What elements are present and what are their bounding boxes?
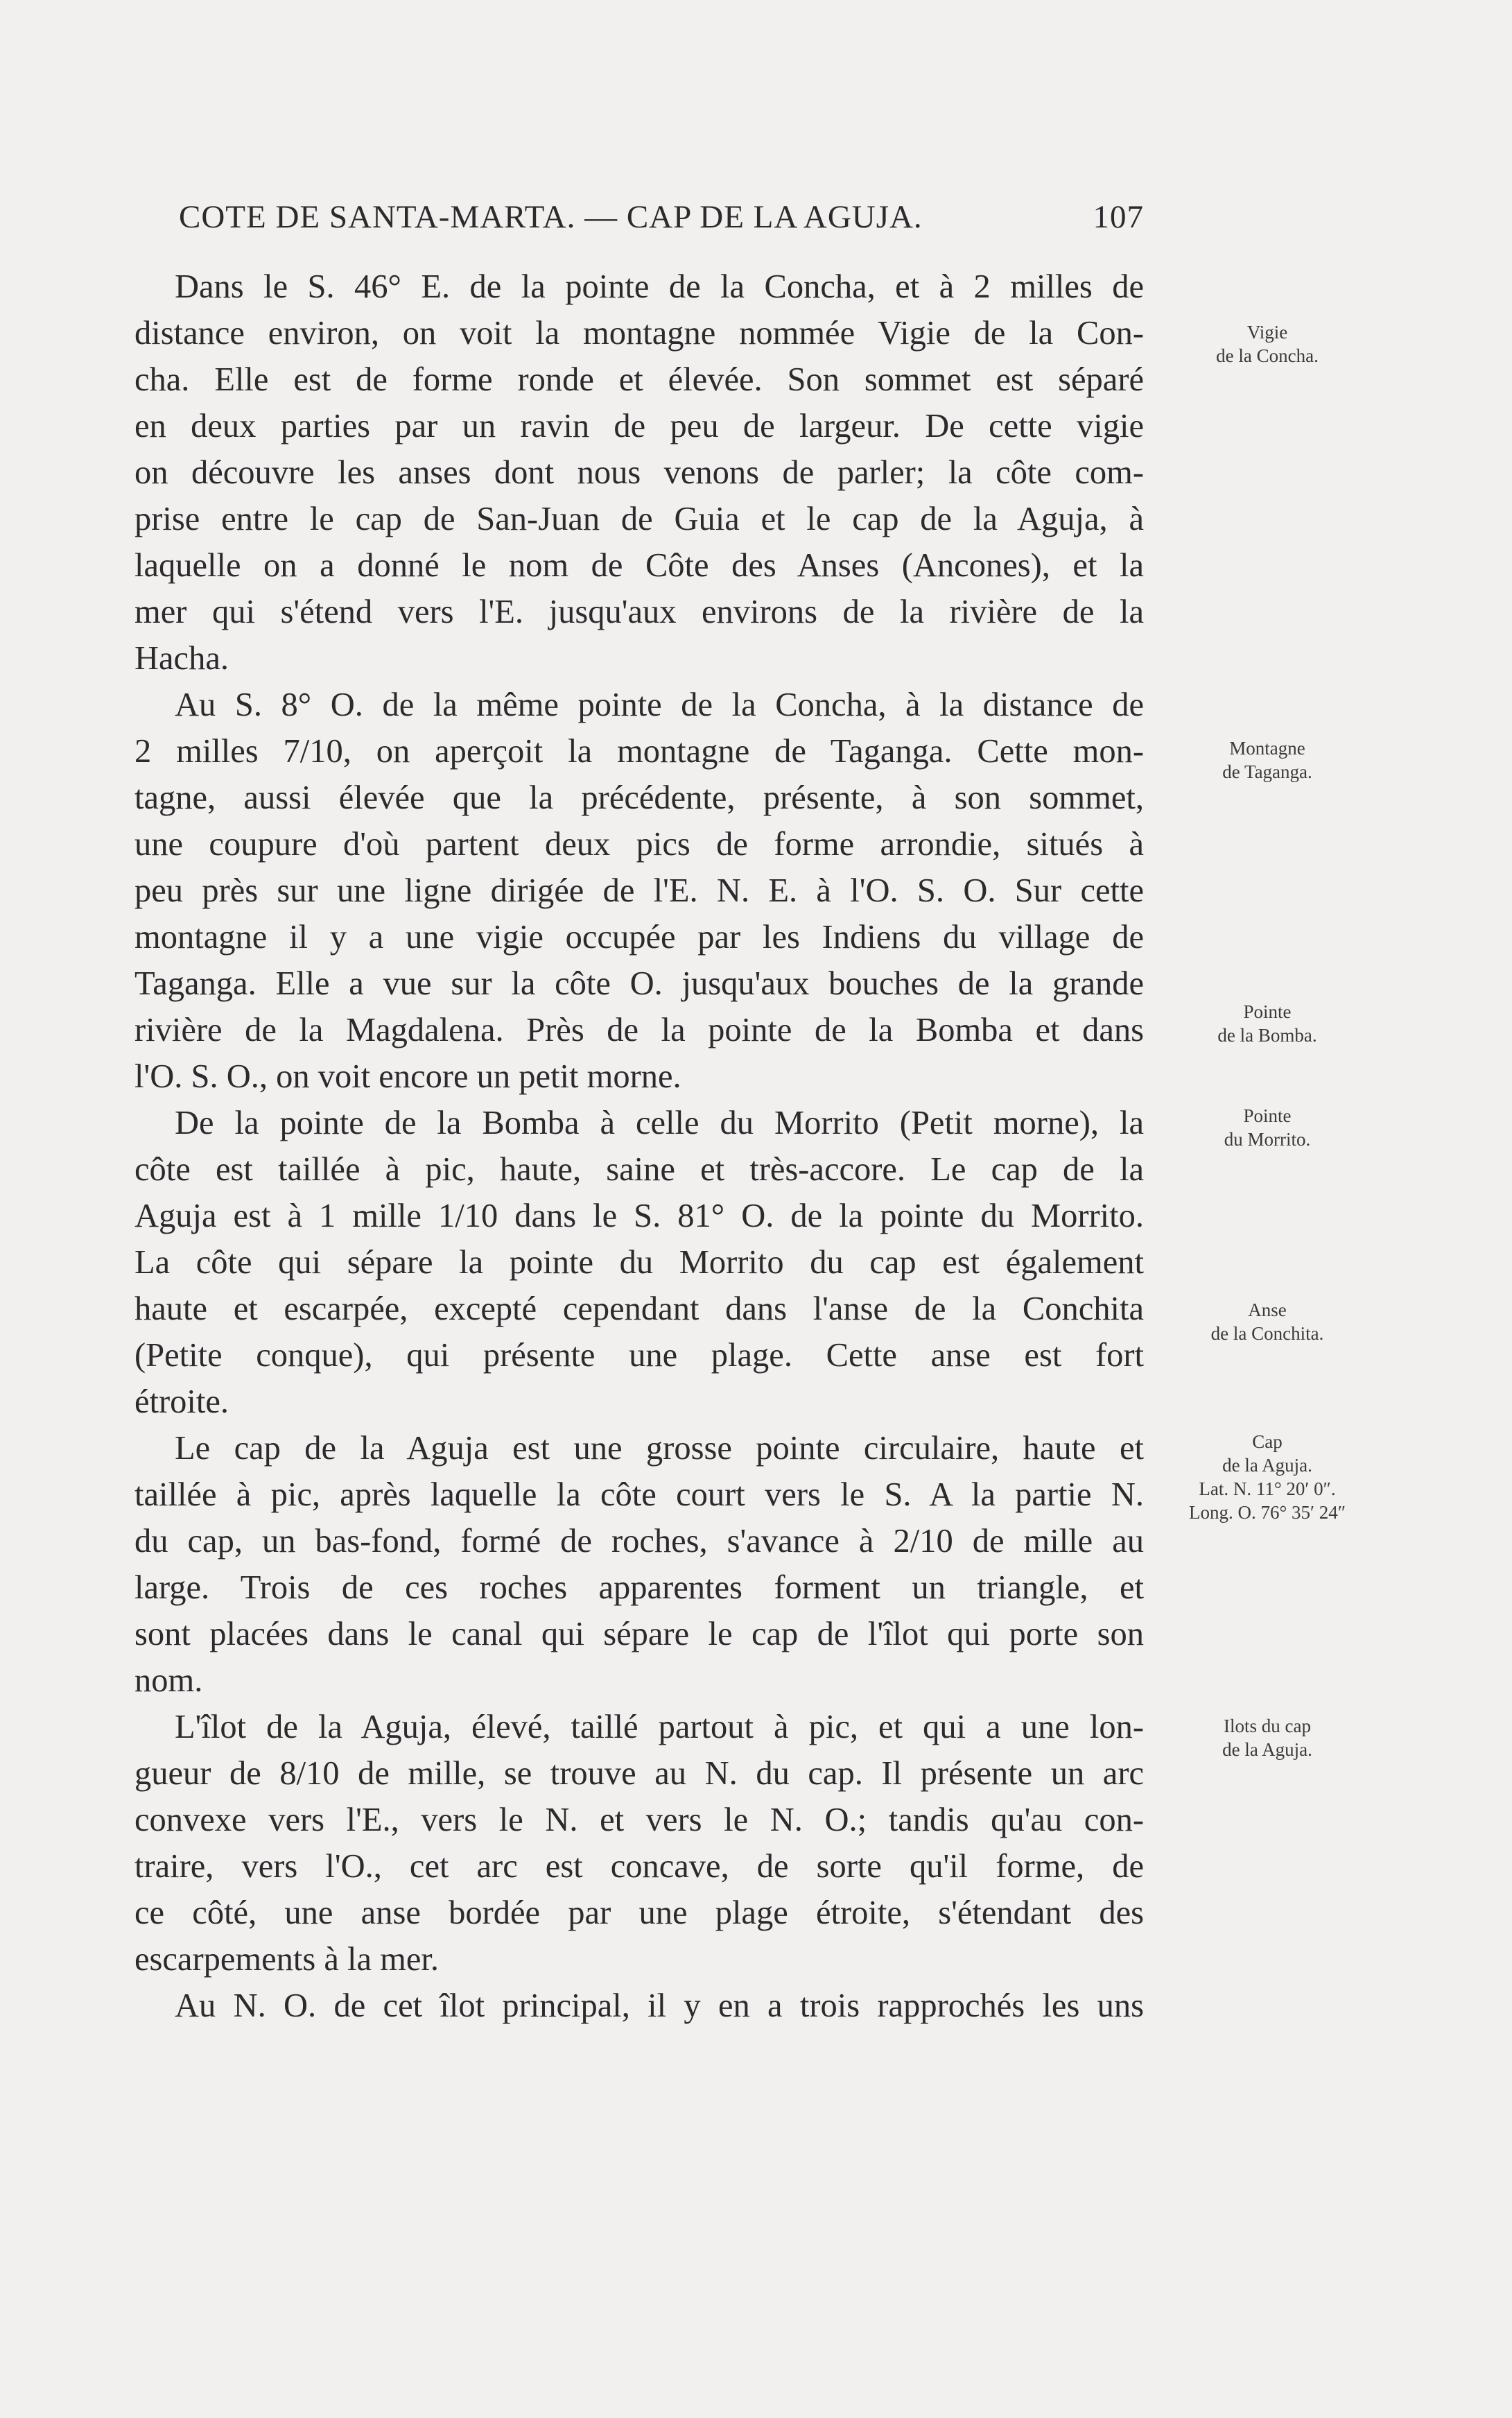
margin-note-line: de la Bomba. <box>1217 1025 1317 1046</box>
text-line: côte est taillée à pic, haute, saine et très-accore. Le cap de la <box>134 1151 1144 1188</box>
text-line: Au N. O. de cet îlot principal, il y en a trois rapprochés les uns <box>175 1987 1144 2024</box>
margin-note-line: Anse <box>1248 1299 1287 1320</box>
text-line: Le cap de la Aguja est une grosse pointe circulaire, haute et <box>175 1430 1144 1467</box>
text-line: tagne, aussi élevée que la précédente, présente, à son sommet, <box>134 779 1144 816</box>
text-line: gueur de 8/10 de mille, se trouve au N. du cap. Il présente un arc <box>134 1755 1144 1792</box>
margin-note-taganga <box>1163 736 1371 784</box>
margin-note-line: Pointe <box>1243 1105 1292 1126</box>
page-header <box>179 198 1144 247</box>
text-line: cha. Elle est de forme ronde et élevée. Son sommet est séparé <box>134 361 1144 398</box>
margin-note-line: Vigie <box>1246 322 1288 343</box>
margin-note-line: de la Aguja. <box>1222 1455 1312 1476</box>
margin-note-bomba <box>1163 1000 1371 1047</box>
page-number: 107 <box>1093 199 1144 235</box>
margin-note-line: Ilots du cap <box>1224 1716 1311 1736</box>
text-line: rivière de la Magdalena. Près de la pointe de la Bomba et dans <box>134 1012 1144 1048</box>
text-line: taillée à pic, après laquelle la côte court vers le S. A la partie N. <box>134 1476 1144 1513</box>
text-line: prise entre le cap de San-Juan de Guia et le cap de la Aguja, à <box>134 501 1144 537</box>
text-line: nom. <box>134 1662 203 1699</box>
margin-note-longitude: Long. O. 76° 35′ 24″ <box>1189 1502 1346 1523</box>
text-line: on découvre les anses dont nous venons de parler; la côte com- <box>134 454 1144 491</box>
margin-note-morrito <box>1163 1104 1371 1151</box>
text-line: convexe vers l'E., vers le N. et vers le N. O.; tandis qu'au con- <box>134 1802 1144 1838</box>
text-line: L'îlot de la Aguja, élevé, taillé partout à pic, et qui a une lon- <box>175 1709 1144 1745</box>
margin-note-vigie <box>1163 320 1371 368</box>
body-text <box>134 264 1144 2029</box>
margin-note-line: du Morrito. <box>1224 1129 1311 1150</box>
text-line: peu près sur une ligne dirigée de l'E. N. E. à l'O. S. O. Sur cette <box>134 872 1144 909</box>
margin-note-line: de la Aguja. <box>1222 1739 1312 1760</box>
text-line: escarpements à la mer. <box>134 1941 439 1978</box>
running-title: COTE DE SANTA-MARTA. — CAP DE LA AGUJA. <box>179 199 923 235</box>
margin-note-ilots <box>1163 1714 1371 1761</box>
margin-note-cap-aguja <box>1163 1430 1371 1524</box>
text-line: large. Trois de ces roches apparentes forment un triangle, et <box>134 1569 1144 1606</box>
text-line: Hacha. <box>134 640 229 677</box>
text-line: ce côté, une anse bordée par une plage étroite, s'étendant des <box>134 1894 1144 1931</box>
text-line: étroite. <box>134 1383 229 1420</box>
text-line: Taganga. Elle a vue sur la côte O. jusqu'aux bouches de la grande <box>134 965 1144 1002</box>
text-line: distance environ, on voit la montagne nommée Vigie de la Con- <box>134 315 1144 352</box>
text-line: Aguja est à 1 mille 1/10 dans le S. 81° O. de la pointe du Morrito. <box>134 1198 1144 1234</box>
text-line: 2 milles 7/10, on aperçoit la montagne de Taganga. Cette mon- <box>134 733 1144 770</box>
text-line: du cap, un bas-fond, formé de roches, s'avance à 2/10 de mille au <box>134 1523 1144 1560</box>
text-line: laquelle on a donné le nom de Côte des Anses (Ancones), et la <box>134 547 1144 584</box>
text-line: La côte qui sépare la pointe du Morrito du cap est également <box>134 1244 1144 1281</box>
text-line: De la pointe de la Bomba à celle du Morrito (Petit morne), la <box>175 1105 1144 1141</box>
text-line: Au S. 8° O. de la même pointe de la Concha, à la distance de <box>175 686 1144 723</box>
text-line: sont placées dans le canal qui sépare le cap de l'îlot qui porte son <box>134 1616 1144 1652</box>
margin-note-latitude: Lat. N. 11° 20′ 0″. <box>1199 1478 1336 1499</box>
text-line: mer qui s'étend vers l'E. jusqu'aux environs de la rivière de la <box>134 594 1144 630</box>
margin-note-line: de la Conchita. <box>1210 1323 1324 1344</box>
text-line: une coupure d'où partent deux pics de forme arrondie, situés à <box>134 826 1144 863</box>
text-line: traire, vers l'O., cet arc est concave, de sorte qu'il forme, de <box>134 1848 1144 1885</box>
margin-note-line: Pointe <box>1243 1001 1292 1022</box>
margin-note-line: de la Concha. <box>1216 345 1319 366</box>
margin-note-conchita <box>1163 1298 1371 1345</box>
text-line: montagne il y a une vigie occupée par les Indiens du village de <box>134 919 1144 956</box>
text-line: l'O. S. O., on voit encore un petit morne. <box>134 1058 681 1095</box>
text-line: Dans le S. 46° E. de la pointe de la Concha, et à 2 milles de <box>175 268 1144 305</box>
margin-note-line: Cap <box>1252 1431 1283 1452</box>
text-line: en deux parties par un ravin de peu de largeur. De cette vigie <box>134 408 1144 444</box>
text-line: haute et escarpée, excepté cependant dans l'anse de la Conchita <box>134 1290 1144 1327</box>
text-line: (Petite conque), qui présente une plage. Cette anse est fort <box>134 1337 1144 1374</box>
margin-note-line: Montagne <box>1229 738 1305 759</box>
margin-note-line: de Taganga. <box>1222 761 1312 782</box>
